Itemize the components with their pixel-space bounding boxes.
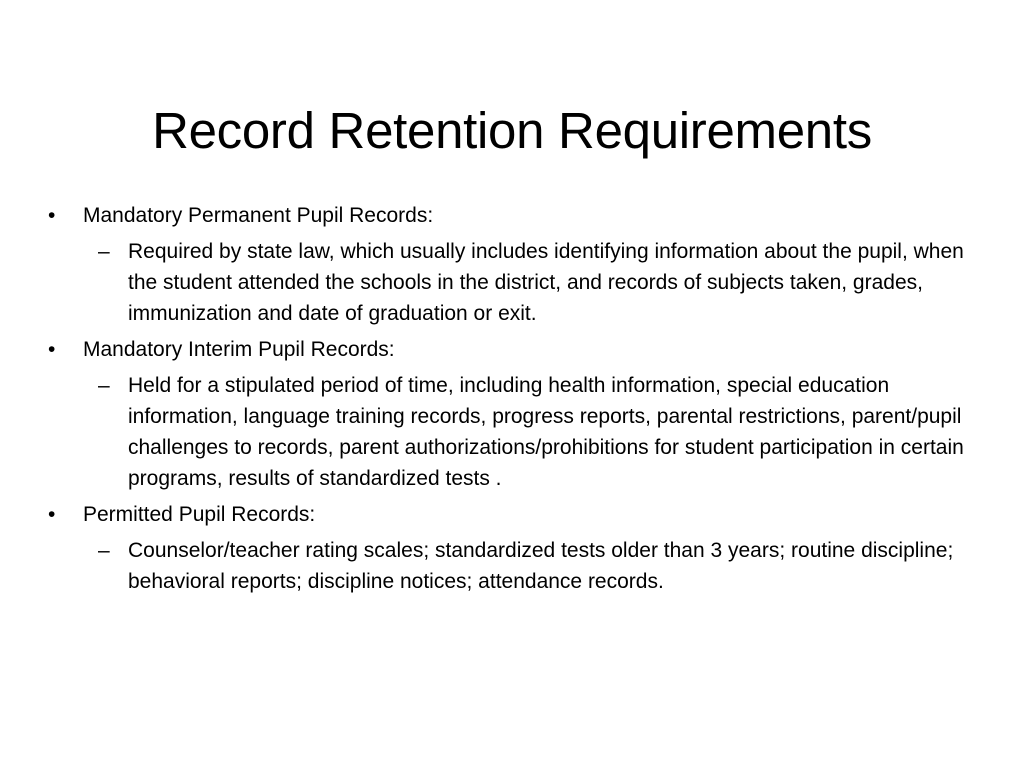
sub-bullet-text: Required by state law, which usually includes identifying information about the pupil, when the student attended the schools in the district, and records of subjects taken, grades, immunization and date of graduation or exit.: [128, 240, 964, 325]
bullet-text: Mandatory Interim Pupil Records:: [83, 338, 395, 361]
sub-bullet-text: Held for a stipulated period of time, including health information, special education information, language training records, progress reports, parental restrictions, parent/pupil challenges to records, parent authorizations/prohibitions for student participation in certain programs, results of standardized tests .: [128, 374, 964, 490]
slide-title: Record Retention Requirements: [152, 102, 872, 159]
slide-content: [48, 200, 988, 602]
bullet-text: Mandatory Permanent Pupil Records:: [83, 204, 434, 227]
bullet-item: [48, 499, 988, 530]
sub-bullet-item: [48, 236, 988, 329]
bullet-item: [48, 200, 988, 231]
bullet-icon: •: [48, 204, 56, 227]
sub-bullet-text: Counselor/teacher rating scales; standardized tests older than 3 years; routine discipline; behavioral reports; discipline notices; attendance records.: [128, 539, 954, 593]
dash-icon: –: [98, 374, 110, 397]
sub-bullet-item: [48, 535, 988, 597]
bullet-text: Permitted Pupil Records:: [83, 503, 316, 526]
bullet-item: [48, 334, 988, 365]
bullet-icon: •: [48, 503, 56, 526]
bullet-icon: •: [48, 338, 56, 361]
dash-icon: –: [98, 240, 110, 263]
sub-bullet-item: [48, 370, 988, 494]
dash-icon: –: [98, 539, 110, 562]
